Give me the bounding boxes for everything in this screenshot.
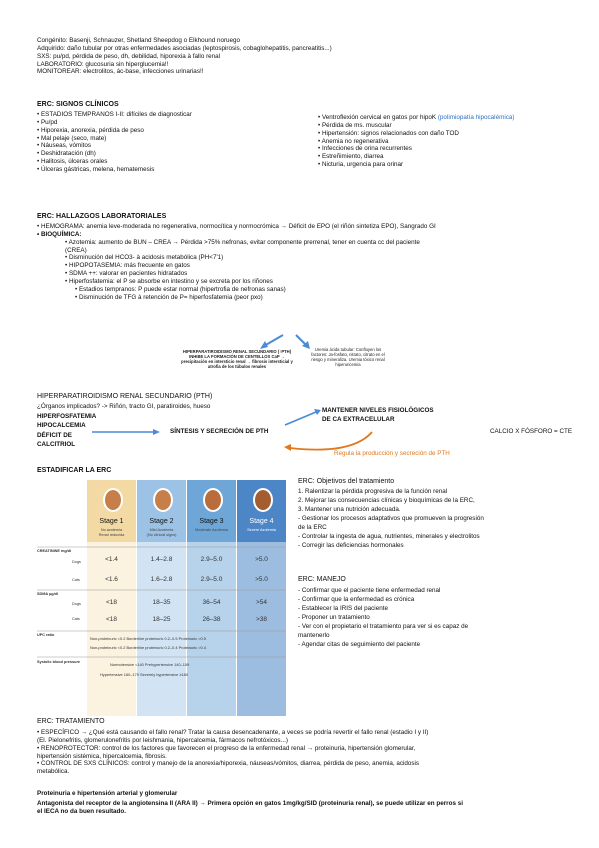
crea-dogs-cell: 1.4–2.8 xyxy=(150,556,173,563)
hiperfosfatemia-line: • Hiperfosfatemia: el P se absorbe en intestino y se excreta por los riñones xyxy=(65,278,273,286)
sdma-cats-cell: 18–25 xyxy=(152,616,171,623)
signos-right-item: • Pérdida de ms. muscular xyxy=(318,121,392,129)
stage-4-sub: Severe Azotemia xyxy=(247,528,276,532)
objetivo-item: - Gestionar los procesos adaptativos que promueven la progresión xyxy=(298,514,484,522)
objetivos-list xyxy=(298,488,484,551)
azotemia-line: • Azotemia: aumento de BUN – CREA → Pérdida >75% nefronas, evitar componente prerrenal, tener en cuenta cc del paciente xyxy=(65,238,420,246)
calcitriol-label: CALCITRIOL xyxy=(37,441,76,449)
crea-cats-cell: >5.0 xyxy=(255,576,268,583)
sdma-dogs-cell: <18 xyxy=(105,599,118,606)
especifico-line-cont: (El. Pielonefritis, glomerulonefritis por leishmania, hipercalcemia, fármacos nefrotóxicos...) xyxy=(37,736,288,744)
manejo-item: - Agendar citas de seguimiento del paciente xyxy=(298,640,421,648)
manejo-list xyxy=(298,587,468,650)
hpt-title: HIPERPARATIROIDISMO RENAL SECUNDARIO (PTH) xyxy=(37,393,213,400)
ara-ii-line: Antagonista del receptor de la angiotensina II (ARA II) → Primera opción en gatos 1mg/kg/SID (proteinuria renal), se puede utilizar en perros si xyxy=(37,800,463,807)
ventroflexion-text: • Ventroflexión cervical en gatos por hipoK xyxy=(318,114,438,121)
laboratorio-line: LABORATORIO: glucosuria sin hiperglucemia!! xyxy=(37,60,169,68)
signos-left-item: • Úlceras gástricas, melena, hematemesis xyxy=(37,166,155,174)
objetivo-item: de la ERC xyxy=(298,523,327,531)
signos-right-item: • Hipertensión: signos relacionados con daño TOD xyxy=(318,129,459,137)
hpt-organos: ¿Órganos implicados? -> Riñón, tracto GI, paratiroides, hueso xyxy=(37,403,211,410)
sdma-label: SDMA µg/dl xyxy=(37,592,59,596)
mantener-line2: DE CA EXTRACELULAR xyxy=(322,416,395,423)
crea-dogs-cell: 2.9–5.0 xyxy=(200,556,223,563)
stage-4-label: Stage 4 xyxy=(249,518,274,525)
manejo-item: - Ver con el propietario el tratamiento para ver si es capaz de xyxy=(298,622,469,630)
regula-text: Regula la producción y secreción de PTH xyxy=(334,450,450,457)
mantener-line1: MANTENER NIVELES FISIOLÓGICOS xyxy=(322,407,434,414)
manejo-item: - Proponer un tratamiento xyxy=(298,613,370,621)
stage-1-label: Stage 1 xyxy=(99,518,124,525)
sdma-line: • SDMA ++: valorar en pacientes hidratados xyxy=(65,270,188,278)
proteinuria-title: Proteinuria e hipertensión arterial y glomerular xyxy=(37,790,178,797)
creatinine-label: CREATININE mg/dl xyxy=(37,549,72,553)
estadificar-title: ESTADIFICAR LA ERC xyxy=(37,467,112,474)
estadios-tempranos-line: • Estadios tempranos: P puede estar normal (hipertrofia de nefronas sanas) xyxy=(75,285,286,293)
hemograma-line: • HEMOGRAMA: anemia leve-moderada no regenerativa, normocítica y normocrómica → Déficit de EPO (el riñón sintetiza EPO), Sangrado GI xyxy=(37,223,436,230)
objetivo-item: 3. Mantener una nutrición adecuada. xyxy=(298,505,401,513)
especifico-line: • ESPECÍFICO → ¿Qué está causando el fallo renal? Tratar la causa desencadenante, a veces se podría revertir el fallo renal (estadio I y II) xyxy=(37,729,429,736)
sdma-cats-label: Cats xyxy=(72,617,80,621)
signos-left-item: • Hiporexia, anorexia, pérdida de peso xyxy=(37,126,144,134)
signos-title: ERC: SIGNOS CLÍNICOS xyxy=(37,101,119,108)
manejo-item: - Confirmar que el paciente tiene enfermedad renal xyxy=(298,587,441,594)
manejo-item: - Confirmar que la enfermedad es crónica xyxy=(298,595,415,603)
sdma-dogs-label: Dogs xyxy=(72,602,81,606)
control-sxs-line-cont: metabólica. xyxy=(37,768,70,776)
manejo-title: ERC: MANEJO xyxy=(298,576,346,583)
upc-dogs-row: Non-proteinuric <0.2 Borderline proteinuric 0.2–0.5 Proteinuric >0.5 xyxy=(90,637,206,641)
renoprotector-line: • RENOPROTECTOR: control de los factores que favorecen el progreso de la enfermedad renal → proteinuria, hipertensión glomerular, xyxy=(37,744,416,752)
stage-3-label: Stage 3 xyxy=(199,518,224,525)
signos-right-item: • Anemia no regenerativa xyxy=(318,137,389,145)
hipocalcemia-label: HIPOCALCEMIA xyxy=(37,422,86,430)
control-sxs-line: • CONTROL DE SXS CLÍNICOS: control y manejo de la anorexia/hiporexia, náuseas/vómitos, diarrea, pérdida de peso, anemia, acidosis xyxy=(37,760,420,768)
hallazgos-title: ERC: HALLAZGOS LABORATORIALES xyxy=(37,213,167,220)
signos-left-item: • Halitosis, úlceras orales xyxy=(37,158,108,166)
crea-cats-cell: 2.9–5.0 xyxy=(200,576,223,583)
bioquimica-line: • BIOQUÍMICA: xyxy=(37,230,82,238)
stage-3-sub: Moderate Azotemia xyxy=(195,528,228,532)
objetivo-item: - Controlar la ingesta de agua, nutrientes, minerales y electrolitos xyxy=(298,532,480,540)
adquirido-line: Adquirido: daño tubular por otras enfermedades asociadas (leptospirosis, cobaglohepatitis, pancreatitis...) xyxy=(37,44,332,52)
sdma-cats-cell: >38 xyxy=(255,616,268,623)
bp-label: Systolic blood pressure xyxy=(37,660,81,664)
azotemia-line-cont: (CREA) xyxy=(65,246,87,254)
sdma-dogs-cell: >54 xyxy=(255,599,268,606)
signos-right-item: • Estreñimiento, diarrea xyxy=(318,153,384,161)
crea-dogs-label: Dogs xyxy=(72,560,81,564)
objetivo-item: 1. Ralentizar la pérdida progresiva de la función renal xyxy=(298,488,448,495)
stage-1-sub: No azotemia Renal reducida xyxy=(98,528,125,537)
objetivo-item: - Corregir las deficiencias hormonales xyxy=(298,541,404,549)
hipopotasemia-line: • HIPOPOTASEMIA: más frecuente en gatos xyxy=(65,262,190,270)
signos-right-item: • Nicturia, urgencia para orinar xyxy=(318,161,404,169)
sdma-cats-cell: <18 xyxy=(105,616,118,623)
stage-2-sub: Mild Azotemia (No clinical signs) xyxy=(146,528,177,537)
sintesis-pth: SÍNTESIS Y SECRECIÓN DE PTH xyxy=(170,428,269,435)
monitorear-line: MONITOREAR: electrolitos, ác-base, infecciones urinarias!! xyxy=(37,68,204,76)
crea-dogs-cell: >5.0 xyxy=(255,556,268,563)
congenito-line: Congénito: Basenji, Schnauzer, Shetland Sheepdog o Elkhound noruego xyxy=(37,37,241,44)
calcio-fosforo: CALCIO X FÓSFORO = CTE xyxy=(490,428,573,435)
objetivos-title: ERC: Objetivos del tratamiento xyxy=(298,478,395,485)
deficit-label: DÉFICIT DE xyxy=(37,431,72,439)
upc-cats-row: Non-proteinuric <0.2 Borderline proteinuric 0.2–0.4 Proteinuric >0.4 xyxy=(90,646,206,650)
ieca-line: el IECA no da buen resultado. xyxy=(37,807,126,815)
hiperfosfatemia-label: HIPERFOSFATEMIA xyxy=(37,413,97,420)
tratamiento-title: ERC: TRATAMIENTO xyxy=(37,718,105,725)
upc-label: UPC ratio xyxy=(37,633,55,637)
signos-left-item: • Mal pelaje (seco, mate) xyxy=(37,134,107,142)
hco3-line: • Disminución del HCO3- à acidosis metabólica (PH<7'1) xyxy=(65,254,224,262)
tfg-line: • Disminución de TFG à retención de P= hiperfosfatemia (peor pxo) xyxy=(75,293,263,301)
crea-dogs-cell: <1.4 xyxy=(105,556,118,563)
polimiopatia-text: (polimiopatía hipocalémica) xyxy=(437,114,515,121)
crea-cats-cell: 1.6–2.8 xyxy=(150,576,173,583)
signos-right-item: • Infecciones de orina recurrentes xyxy=(318,145,412,153)
signos-left-item: • Náuseas, vómitos xyxy=(37,142,92,150)
stage-2-label: Stage 2 xyxy=(149,518,174,525)
tratamiento-block xyxy=(37,729,577,776)
manejo-item: - Establecer la IRIS del paciente xyxy=(298,604,388,612)
signos-left-item: • ESTADIOS TEMPRANOS I-II: difíciles de diagnosticar xyxy=(37,111,192,118)
renoprotector-line-cont: hipertensión sistémica, hipercalcemia, fibrosis. xyxy=(37,752,167,760)
uremia-note: Uremia ácida tubular: Confluyen los factores: Ja-fosfato, nitrato, citrato en el riesgo y mineraliza. Uremia tóxico renal hiperuricemia xyxy=(311,347,385,368)
bp-row-2: Hypertensive 160–179 Severely hypertensive ≥180 xyxy=(100,672,188,677)
objetivo-item: 2. Mejorar las consecuencias clínicas y bioquímicas de la ERC, xyxy=(298,496,475,504)
crea-cats-label: Cats xyxy=(72,578,80,582)
bp-row-1: Normotensive <140 Prehypertensive 140–159 xyxy=(110,662,190,667)
crea-cats-cell: <1.6 xyxy=(105,576,118,583)
sdma-dogs-cell: 36–54 xyxy=(202,599,221,606)
pth-note: HIPERPARATIROIDISMO RENAL SECUNDARIO (↑PTH) INHIBE LA FORMACIÓN DE CENTELLOS CaP → precipitación en intersticio renal → fibrosis intersticial y atrofia de los túbulos renales xyxy=(181,349,293,370)
signos-left-item: • Deshidratación (dh) xyxy=(37,150,96,158)
proteinuria-block xyxy=(37,800,577,816)
manejo-item: mantenerlo xyxy=(298,631,330,639)
sxs-line: SXS: pu/pd, pérdida de peso, dh, debilidad, hiporexia à fallo renal xyxy=(37,52,221,60)
sdma-dogs-cell: 18–35 xyxy=(152,599,171,606)
signos-left-item: • Pu/pd xyxy=(37,118,58,126)
sdma-cats-cell: 26–38 xyxy=(202,616,221,623)
